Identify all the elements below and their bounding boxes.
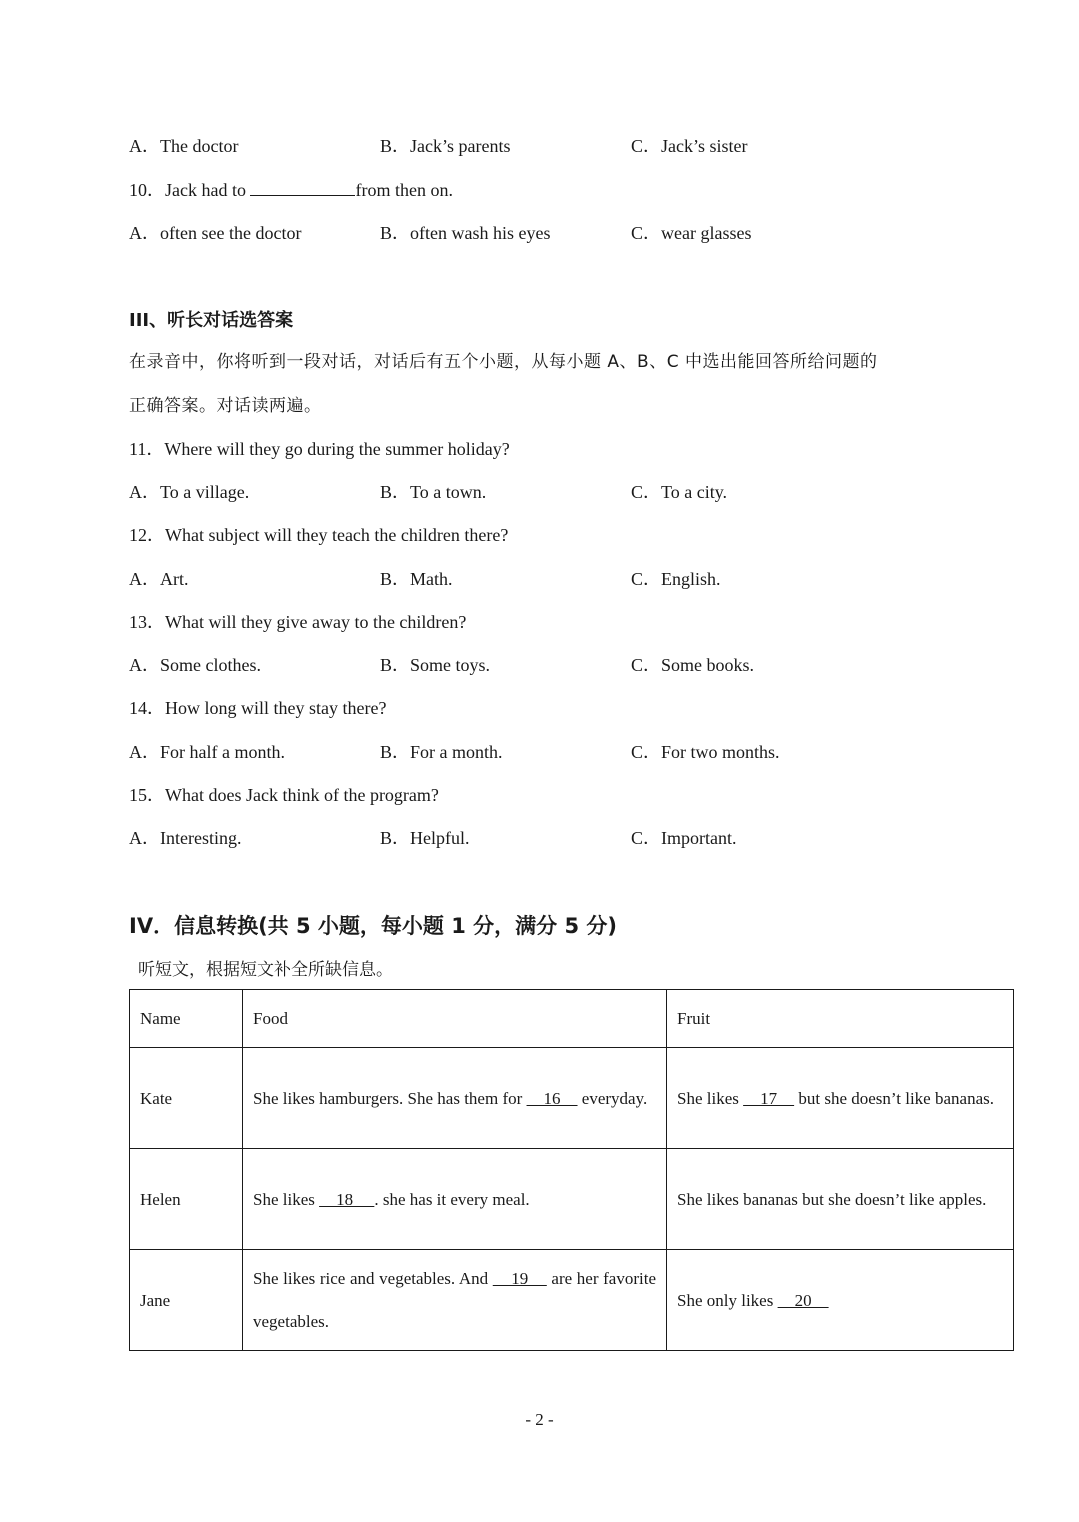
q14-stem: 14．How long will they stay there? (129, 698, 387, 718)
cell-text: She likes bananas but she doesn’t like apples. (677, 1189, 987, 1209)
cell-name: Helen (130, 1149, 243, 1250)
cell-text: She likes hamburgers. She has them for (253, 1088, 527, 1108)
q11-option-b: B．To a town. (380, 482, 487, 502)
table-row (130, 1149, 1014, 1250)
page-number: - 2 - (525, 1410, 554, 1429)
q15-option-b: B．Helpful. (380, 828, 470, 848)
q9-option-a: A．The doctor (129, 136, 239, 156)
answer-blank-18: 18 (319, 1189, 375, 1209)
cell-text: She likes rice and vegetables. And (253, 1269, 493, 1288)
cell-text: everyday. (577, 1088, 648, 1108)
cell-food (243, 1250, 667, 1351)
answer-blank-17: 17 (743, 1088, 795, 1108)
header-name: Name (130, 990, 243, 1048)
q14-option-c: C．For two months. (631, 742, 780, 762)
table-header-row (130, 990, 1014, 1048)
q12-stem: 12．What subject will they teach the children there? (129, 525, 509, 545)
table-row (130, 1250, 1014, 1351)
q13-option-c: C．Some books. (631, 655, 755, 675)
section4-instruction: 听短文，根据短文补全所缺信息。 (138, 960, 393, 980)
cell-name: Kate (130, 1048, 243, 1149)
q13-stem: 13．What will they give away to the children? (129, 612, 467, 632)
section3-instruction-2: 正确答案。对话读两遍。 (129, 396, 322, 416)
answer-blank-20: 20 (777, 1290, 829, 1310)
cell-food (243, 1048, 667, 1149)
q13-option-a: A．Some clothes. (129, 655, 261, 675)
q10-option-c: C．wear glasses (631, 223, 752, 243)
cell-text: She only likes (677, 1290, 778, 1310)
cell-fruit (667, 1048, 1014, 1149)
q12-option-b: B．Math. (380, 569, 453, 589)
cell-fruit (667, 1250, 1014, 1351)
cell-text: are her favorite vegetables. (253, 1269, 657, 1331)
section4-title: IV．信息转换(共 5 小题，每小题 1 分，满分 5 分) (129, 914, 617, 938)
q14-option-b: B．For a month. (380, 742, 503, 762)
cell-text: She likes (253, 1189, 320, 1209)
q11-stem: 11．Where will they go during the summer holiday? (129, 439, 510, 459)
q10-stem-text-end: from then on. (355, 180, 453, 200)
table-row (130, 1048, 1014, 1149)
q10-stem-text: 10．Jack had to (129, 180, 251, 200)
header-fruit: Fruit (667, 990, 1014, 1048)
q10-option-a: A．often see the doctor (129, 223, 302, 243)
q13-option-b: B．Some toys. (380, 655, 491, 675)
q9-option-b: B．Jack’s parents (380, 136, 511, 156)
q10-option-b: B．often wash his eyes (380, 223, 551, 243)
q9-option-c: C．Jack’s sister (631, 136, 748, 156)
answer-blank-16: 16 (526, 1088, 578, 1108)
answer-blank-19: 19 (492, 1269, 547, 1288)
cell-fruit (667, 1149, 1014, 1250)
cell-text: She likes (677, 1088, 744, 1108)
cell-text: but she doesn’t like bananas. (794, 1088, 994, 1108)
cell-food (243, 1149, 667, 1250)
section3-title: III、听长对话选答案 (129, 310, 294, 331)
q12-option-c: C．English. (631, 569, 721, 589)
info-table (129, 989, 1014, 1351)
q15-option-c: C．Important. (631, 828, 737, 848)
q12-option-a: A．Art. (129, 569, 189, 589)
q11-option-a: A．To a village. (129, 482, 250, 502)
cell-text: . she has it every meal. (374, 1189, 530, 1209)
q10-answer-blank (250, 177, 355, 196)
section3-instruction-1: 在录音中，你将听到一段对话，对话后有五个小题，从每小题 A、B、C 中选出能回答所给问题的 (129, 352, 878, 372)
q11-option-c: C．To a city. (631, 482, 728, 502)
q15-option-a: A．Interesting. (129, 828, 242, 848)
header-food: Food (243, 990, 667, 1048)
cell-name: Jane (130, 1250, 243, 1351)
q14-option-a: A．For half a month. (129, 742, 285, 762)
q10-stem (129, 177, 453, 202)
q15-stem: 15．What does Jack think of the program? (129, 785, 439, 805)
